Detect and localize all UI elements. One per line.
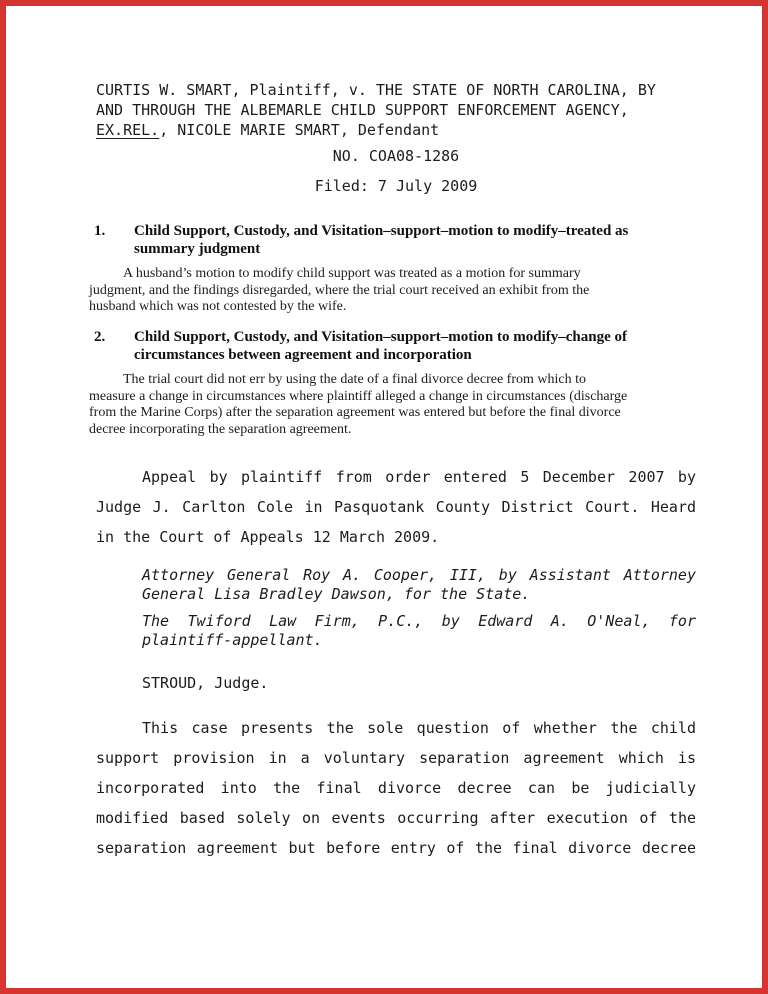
caption-line bbox=[96, 120, 696, 140]
headnote-body-line: husband which was not contested by the wife. bbox=[89, 299, 347, 314]
headnote-body-line: The trial court did not err by using the date of a final divorce decree from which to bbox=[123, 372, 586, 387]
attorney-block-state bbox=[142, 566, 696, 604]
caption-line: AND THROUGH THE ALBEMARLE CHILD SUPPORT ENFORCEMENT AGENCY, bbox=[96, 101, 629, 119]
headnote-body-line: A husband’s motion to modify child support was treated as a motion for summary bbox=[123, 266, 581, 281]
headnote-body-line: decree incorporating the separation agreement. bbox=[89, 421, 352, 437]
opinion-line: incorporated into the final divorce decree can be judicially bbox=[96, 779, 696, 797]
headnote-body-line: judgment, and the findings disregarded, where the trial court received an exhibit from the bbox=[89, 282, 590, 298]
opinion-body bbox=[96, 713, 696, 863]
filed-date: Filed: 7 July 2009 bbox=[314, 177, 478, 195]
headnote-heading-line: circumstances between agreement and incorporation bbox=[134, 347, 472, 363]
headnote-heading-line: Child Support, Custody, and Visitation–support–motion to modify–change of bbox=[134, 329, 628, 345]
headnote-1-number: 1. bbox=[94, 223, 106, 239]
headnote-2-body bbox=[89, 372, 701, 438]
headnote-1-body bbox=[89, 266, 701, 316]
caption-line-rest: , NICOLE MARIE SMART, Defendant bbox=[159, 121, 440, 139]
opinion-line: separation agreement but before entry of the final divorce decree bbox=[96, 839, 696, 857]
attorney-line: The Twiford Law Firm, P.C., by Edward A. O'Neal, for bbox=[142, 612, 696, 630]
authoring-judge: STROUD, Judge. bbox=[142, 674, 269, 692]
ex-rel-underlined: EX.REL. bbox=[96, 121, 160, 139]
headnote-2-heading bbox=[89, 328, 701, 364]
opinion-line: support provision in a voluntary separation agreement which is bbox=[96, 749, 696, 767]
procedural-history bbox=[96, 462, 696, 552]
headnote-body-line: measure a change in circumstances where plaintiff alleged a change in circumstances (discharge bbox=[89, 388, 628, 404]
headnote-heading-line: Child Support, Custody, and Visitation–support–motion to modify–treated as bbox=[134, 223, 629, 239]
procedural-line: Judge J. Carlton Cole in Pasquotank County District Court. Heard bbox=[96, 498, 696, 516]
headnote-body-line: from the Marine Corps) after the separation agreement was entered but before the final divorce bbox=[89, 405, 621, 420]
case-caption bbox=[96, 80, 696, 140]
opinion-line: This case presents the sole question of whether the child bbox=[142, 719, 696, 737]
attorney-line: plaintiff-appellant. bbox=[142, 631, 323, 649]
headnote-1 bbox=[89, 222, 701, 316]
headnote-2 bbox=[89, 328, 701, 438]
caption-line: CURTIS W. SMART, Plaintiff, v. THE STATE OF NORTH CAROLINA, BY bbox=[96, 81, 656, 99]
attorney-block-appellant bbox=[142, 612, 696, 650]
opinion-line: modified based solely on events occurring after execution of the bbox=[96, 809, 696, 827]
procedural-line: Appeal by plaintiff from order entered 5 December 2007 by bbox=[142, 468, 696, 486]
headnote-2-number: 2. bbox=[94, 329, 106, 345]
docket-number: NO. COA08-1286 bbox=[332, 147, 460, 165]
attorney-line: General Lisa Bradley Dawson, for the State. bbox=[142, 585, 531, 603]
headnote-1-heading bbox=[89, 222, 701, 258]
headnote-heading-line: summary judgment bbox=[134, 241, 261, 257]
attorney-line: Attorney General Roy A. Cooper, III, by Assistant Attorney bbox=[142, 566, 696, 584]
procedural-line: in the Court of Appeals 12 March 2009. bbox=[96, 528, 440, 546]
